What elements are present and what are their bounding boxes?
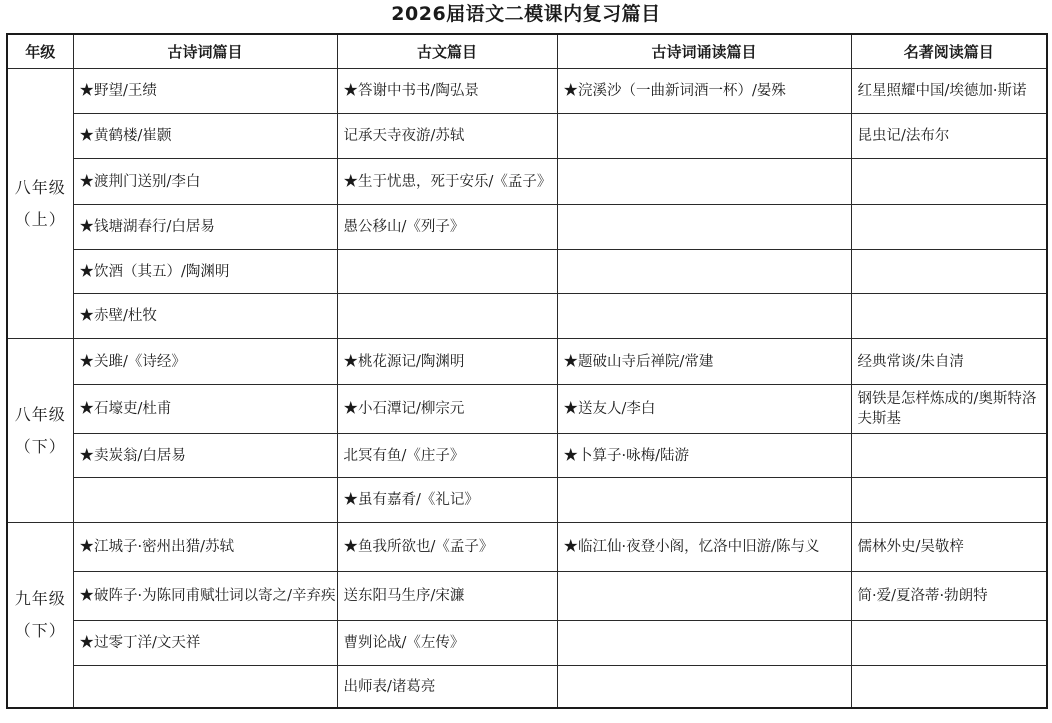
grade-cell-8-lower	[7, 339, 73, 523]
classical-cell: 记承天寺夜游/苏轼	[337, 114, 557, 159]
poem-cell: ★江城子·密州出猎/苏轼	[73, 523, 337, 572]
classics-cell: 昆虫记/法布尔	[851, 114, 1047, 159]
table-row	[7, 385, 1047, 434]
header-grade: 年级	[7, 34, 73, 69]
poem-cell: ★过零丁洋/文天祥	[73, 621, 337, 666]
poem-cell: ★野望/王绩	[73, 69, 337, 114]
poem-cell: ★关雎/《诗经》	[73, 339, 337, 385]
grade-cell-9-lower	[7, 523, 73, 709]
poem-cell: ★饮酒（其五）/陶渊明	[73, 250, 337, 294]
classics-cell: 儒林外史/吴敬梓	[851, 523, 1047, 572]
grade-term: （上）	[14, 209, 66, 229]
classical-cell: 曹刿论战/《左传》	[337, 621, 557, 666]
classical-cell: 出师表/诸葛亮	[337, 666, 557, 709]
table-row	[7, 205, 1047, 250]
recital-cell: ★临江仙·夜登小阁，忆洛中旧游/陈与义	[557, 523, 851, 572]
classical-cell: 北冥有鱼/《庄子》	[337, 434, 557, 478]
table-row	[7, 572, 1047, 621]
table-row	[7, 159, 1047, 205]
recital-cell	[557, 478, 851, 523]
table-row	[7, 523, 1047, 572]
grade-label: 八年级	[14, 177, 66, 197]
classical-cell	[337, 294, 557, 339]
table-row	[7, 250, 1047, 294]
poem-cell: ★赤壁/杜牧	[73, 294, 337, 339]
classical-cell: 送东阳马生序/宋濂	[337, 572, 557, 621]
poem-cell: ★卖炭翁/白居易	[73, 434, 337, 478]
recital-cell	[557, 621, 851, 666]
classical-cell: ★虽有嘉肴/《礼记》	[337, 478, 557, 523]
poem-cell	[73, 666, 337, 709]
classical-cell: ★桃花源记/陶渊明	[337, 339, 557, 385]
classics-cell: 红星照耀中国/埃德加·斯诺	[851, 69, 1047, 114]
classical-cell: ★答谢中书书/陶弘景	[337, 69, 557, 114]
table-row	[7, 69, 1047, 114]
document-title: 2026届语文二模课内复习篇目	[391, 3, 661, 25]
poem-cell: ★渡荆门送别/李白	[73, 159, 337, 205]
recital-cell: ★送友人/李白	[557, 385, 851, 434]
poem-cell: ★黄鹤楼/崔颢	[73, 114, 337, 159]
header-row	[7, 34, 1047, 69]
classical-cell: ★小石潭记/柳宗元	[337, 385, 557, 434]
recital-cell	[557, 159, 851, 205]
table-row	[7, 294, 1047, 339]
poem-cell: ★破阵子·为陈同甫赋壮词以寄之/辛弃疾	[73, 572, 337, 621]
table-row	[7, 621, 1047, 666]
classics-cell: 简·爱/夏洛蒂·勃朗特	[851, 572, 1047, 621]
grade-label: 九年级	[14, 589, 66, 608]
classical-cell: ★鱼我所欲也/《孟子》	[337, 523, 557, 572]
table-row	[7, 114, 1047, 159]
recital-cell	[557, 114, 851, 159]
table-row	[7, 339, 1047, 385]
table-row	[7, 478, 1047, 523]
classical-cell: ★生于忧患，死于安乐/《孟子》	[337, 159, 557, 205]
recital-cell: ★卜算子·咏梅/陆游	[557, 434, 851, 478]
classics-cell: 钢铁是怎样炼成的/奥斯特洛夫斯基	[851, 385, 1047, 434]
classics-cell	[851, 205, 1047, 250]
recital-cell	[557, 205, 851, 250]
classics-cell	[851, 666, 1047, 709]
grade-label: 八年级	[14, 404, 66, 424]
classical-cell: 愚公移山/《列子》	[337, 205, 557, 250]
classics-cell	[851, 250, 1047, 294]
table-row	[7, 666, 1047, 709]
classics-cell	[851, 434, 1047, 478]
classics-cell	[851, 478, 1047, 523]
recital-cell: ★浣溪沙（一曲新词酒一杯）/晏殊	[557, 69, 851, 114]
classics-cell	[851, 159, 1047, 205]
classical-cell	[337, 250, 557, 294]
classics-cell	[851, 621, 1047, 666]
classics-cell	[851, 294, 1047, 339]
table-row	[7, 434, 1047, 478]
grade-term: （下）	[14, 621, 66, 640]
review-table	[6, 33, 1048, 709]
header-recital: 古诗词诵读篇目	[557, 34, 851, 69]
recital-cell: ★题破山寺后禅院/常建	[557, 339, 851, 385]
grade-term: （下）	[14, 436, 66, 456]
classics-cell: 经典常谈/朱自清	[851, 339, 1047, 385]
header-classical: 古文篇目	[337, 34, 557, 69]
header-classics: 名著阅读篇目	[851, 34, 1047, 69]
poem-cell: ★钱塘湖春行/白居易	[73, 205, 337, 250]
recital-cell	[557, 666, 851, 709]
poem-cell: ★石壕吏/杜甫	[73, 385, 337, 434]
recital-cell	[557, 294, 851, 339]
poem-cell	[73, 478, 337, 523]
header-poems: 古诗词篇目	[73, 34, 337, 69]
recital-cell	[557, 572, 851, 621]
grade-cell-8-upper	[7, 69, 73, 339]
recital-cell	[557, 250, 851, 294]
